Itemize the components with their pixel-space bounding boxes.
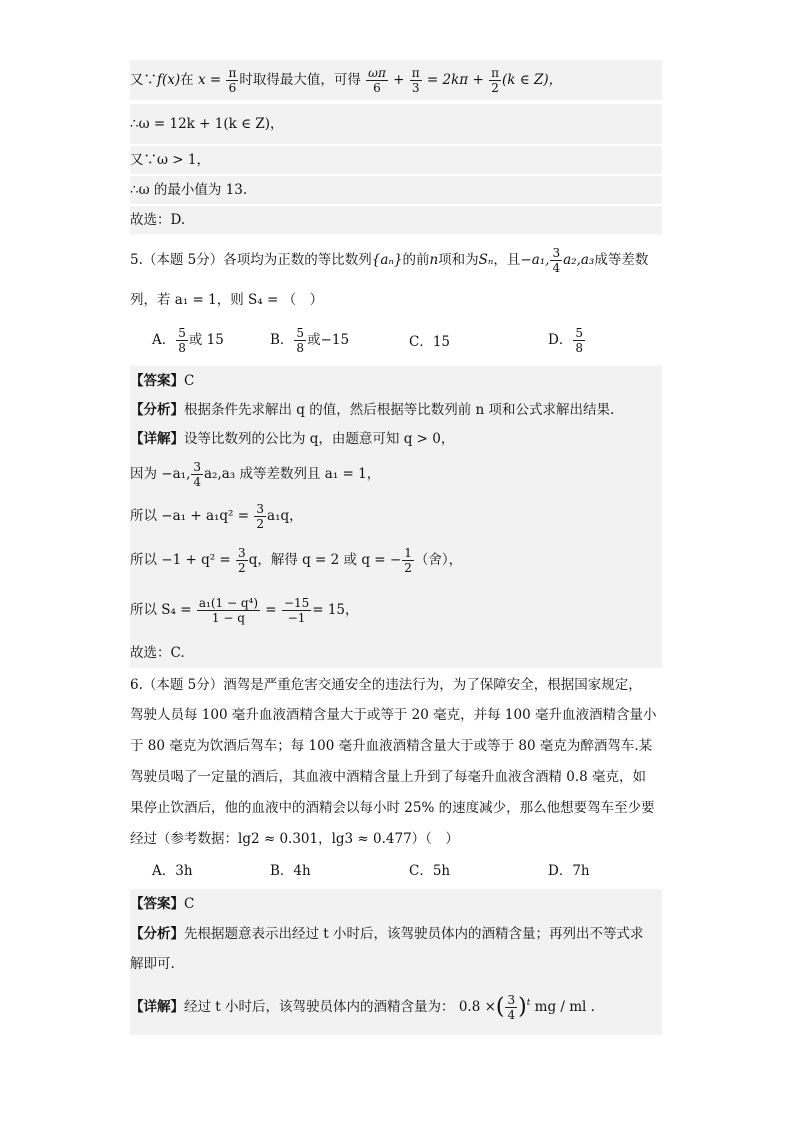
denominator: 4 (193, 475, 201, 489)
text: 果停止饮酒后，他的血液中的酒精会以每小时 25% 的速度减少，那么他想要驾车至少要 (130, 800, 655, 816)
numerator: 5 (178, 326, 186, 340)
analysis-tag: 【分析】 (130, 402, 184, 418)
fraction (282, 596, 311, 625)
math: q，解得 q = 2 或 q = − (248, 552, 402, 568)
text: 在 (180, 72, 194, 88)
detail-tag: 【详解】 (130, 431, 184, 447)
text: 经过（参考数据：lg2 ≈ 0.301，lg3 ≈ 0.477）（ ） (130, 831, 459, 847)
denominator: 4 (552, 261, 561, 275)
analysis-text: 解即可. (130, 956, 175, 972)
numerator: 5 (296, 326, 305, 340)
operator: = (265, 602, 277, 618)
text: 列，若 a₁ = 1，则 S₄ = （ ） (130, 292, 324, 308)
q5-detail-3 (130, 494, 662, 538)
text: 成等差数 (594, 252, 649, 268)
option-b[interactable]: B．4h (270, 863, 311, 879)
option-c[interactable]: C．5h (409, 863, 451, 879)
text: 驾驶人员每 100 毫升血液酒精含量大于或等于 20 毫克，并每 100 毫升血液酒精含量小 (130, 707, 657, 723)
math: = 15， (312, 602, 359, 618)
math: a₂,a₃ (563, 252, 595, 268)
denominator: 4 (507, 1008, 516, 1022)
q6-analysis-2 (130, 949, 662, 979)
text: 项和为 (438, 252, 479, 268)
text: 的前 (402, 252, 430, 268)
q6-line (130, 670, 662, 700)
math: n (429, 252, 439, 268)
line-choose-d (130, 206, 662, 234)
numerator: 3 (193, 460, 201, 474)
denominator: 2 (404, 561, 412, 575)
line-omega (130, 104, 662, 144)
math: a₁q， (267, 508, 303, 524)
numerator: 3 (507, 993, 516, 1007)
text: 故选：D. (130, 212, 186, 228)
paren: ) (518, 994, 527, 1020)
q5-choose (130, 638, 662, 668)
fraction (254, 502, 266, 531)
text: ，且 (493, 252, 521, 268)
answer-value: C (184, 896, 195, 912)
math: a₂,a₃ 成等差数列且 a₁ = 1， (204, 466, 381, 482)
math: x = (197, 72, 222, 88)
math: 所以 S₄ = (130, 602, 192, 618)
q6-line (130, 824, 662, 855)
math: 因为 −a₁, (130, 466, 191, 482)
math: 0.8 × (458, 999, 496, 1015)
numerator: −15 (283, 596, 310, 610)
unit: mg / ml . (534, 999, 595, 1015)
fraction (505, 993, 517, 1022)
numerator: π (228, 66, 237, 80)
text: 5.（本题 5分）各项均为正数的等比数列 (130, 252, 372, 268)
q6-line (130, 762, 662, 793)
fraction (366, 66, 388, 95)
math: 所以 −a₁ + a₁q² = (130, 508, 250, 524)
math: {aₙ} (371, 252, 403, 268)
numerator: 1 (404, 546, 412, 560)
denominator: 2 (238, 561, 246, 575)
answer-tag: 【答案】 (130, 896, 184, 912)
q6-detail (130, 979, 662, 1035)
q5-answer (130, 366, 662, 396)
denominator: 8 (296, 341, 305, 355)
operator: + (393, 72, 405, 88)
q5-detail-5 (130, 582, 662, 638)
numerator: a₁(1 − q⁴) (198, 596, 258, 610)
math: 所以 −1 + q² = (130, 552, 231, 568)
denominator: 2 (256, 517, 265, 531)
denominator: −1 (287, 611, 306, 625)
math: ∴ω = 12k + 1(k ∈ Z)， (130, 116, 284, 132)
line-omega-gt-1 (130, 146, 662, 174)
option-a[interactable] (152, 326, 224, 355)
option-label: A． (152, 332, 176, 348)
option-label: C． (409, 334, 433, 350)
denominator: 6 (228, 81, 237, 95)
question-5-stem (130, 238, 662, 282)
text: 故选：C. (130, 645, 185, 661)
question-6-stem (130, 670, 662, 855)
fraction (573, 326, 585, 355)
text: 于 80 毫克为饮酒后驾车；每 100 毫升血液酒精含量大于或等于 80 毫克为醉酒驾车.某 (130, 738, 653, 754)
denominator: 1 − q (211, 611, 245, 625)
q6-analysis-1 (130, 919, 662, 949)
fraction (410, 66, 422, 95)
q5-detail-1 (130, 424, 662, 454)
text: 又∵ (130, 72, 157, 88)
q5-detail-4 (130, 538, 662, 582)
option-c[interactable] (409, 332, 450, 352)
denominator: 8 (575, 341, 583, 355)
option-a[interactable]: A．3h (152, 863, 193, 879)
math: −a₁, (520, 252, 550, 268)
option-text: 或 15 (188, 332, 224, 348)
q5-analysis (130, 396, 662, 424)
exponent: t (526, 998, 531, 1008)
denominator: 8 (178, 341, 186, 355)
option-text: 15 (432, 334, 451, 350)
q5-detail-2 (130, 454, 662, 494)
document-page (130, 60, 662, 1035)
numerator: 3 (552, 246, 561, 260)
fraction (191, 460, 203, 489)
analysis-text: 先根据题意表示出经过 t 小时后，该驾驶员体内的酒精含量；再列出不等式求 (184, 926, 644, 942)
text: ∴ω 的最小值为 13. (130, 182, 248, 198)
option-d[interactable]: D．7h (548, 863, 590, 879)
option-label: D． (548, 332, 573, 348)
denominator: 6 (373, 81, 381, 95)
fraction (402, 546, 414, 575)
denominator: 3 (411, 81, 420, 95)
option-label: B． (270, 332, 294, 348)
detail-tag: 【详解】 (130, 999, 184, 1015)
math: 又∵ω > 1， (130, 152, 210, 168)
line-omega-min (130, 176, 662, 204)
line-max-condition (130, 60, 662, 100)
text: 驾驶员喝了一定量的酒后，其血液中酒精含量上升到了每毫升血液含酒精 0.8 毫克，如 (130, 769, 647, 785)
fraction (176, 326, 188, 355)
question-6-options (130, 855, 662, 887)
fraction (550, 246, 562, 275)
numerator: 5 (575, 326, 583, 340)
fraction (197, 596, 260, 625)
math: (k ∈ Z)， (501, 72, 563, 88)
question-5-options (130, 318, 662, 364)
math: f(x) (157, 72, 181, 88)
math: Sₙ (478, 252, 494, 268)
numerator: 3 (256, 502, 265, 516)
numerator: π (411, 66, 420, 80)
answer-tag: 【答案】 (130, 373, 184, 389)
q6-answer (130, 889, 662, 919)
option-b[interactable] (270, 326, 349, 355)
text: （舍）， (414, 552, 463, 568)
analysis-text: 根据条件先求解出 q 的值，然后根据等比数列前 n 项和公式求解出结果. (184, 402, 615, 418)
question-5-stem-2 (130, 282, 662, 318)
fraction (294, 326, 306, 355)
q6-line (130, 793, 662, 824)
fraction (489, 66, 501, 95)
text: 时取得最大值，可得 (239, 72, 361, 88)
numerator: ωπ (368, 66, 386, 80)
numerator: 3 (238, 546, 246, 560)
numerator: π (491, 66, 499, 80)
math: = 2kπ + (426, 72, 484, 88)
denominator: 2 (491, 81, 499, 95)
option-d[interactable] (548, 326, 586, 355)
text: 6.（本题 5分）酒驾是严重危害交通安全的违法行为，为了保障安全，根据国家规定， (130, 677, 642, 693)
q6-line (130, 700, 662, 731)
answer-value: C (184, 373, 195, 389)
q6-line (130, 731, 662, 762)
detail-text: 设等比数列的公比为 q，由题意可知 q > 0， (184, 431, 455, 447)
analysis-tag: 【分析】 (130, 926, 184, 942)
fraction (226, 66, 238, 95)
paren: ( (495, 994, 505, 1020)
fraction (236, 546, 248, 575)
detail-text: 经过 t 小时后，该驾驶员体内的酒精含量为： (184, 999, 455, 1015)
option-text: 或−15 (307, 332, 350, 348)
